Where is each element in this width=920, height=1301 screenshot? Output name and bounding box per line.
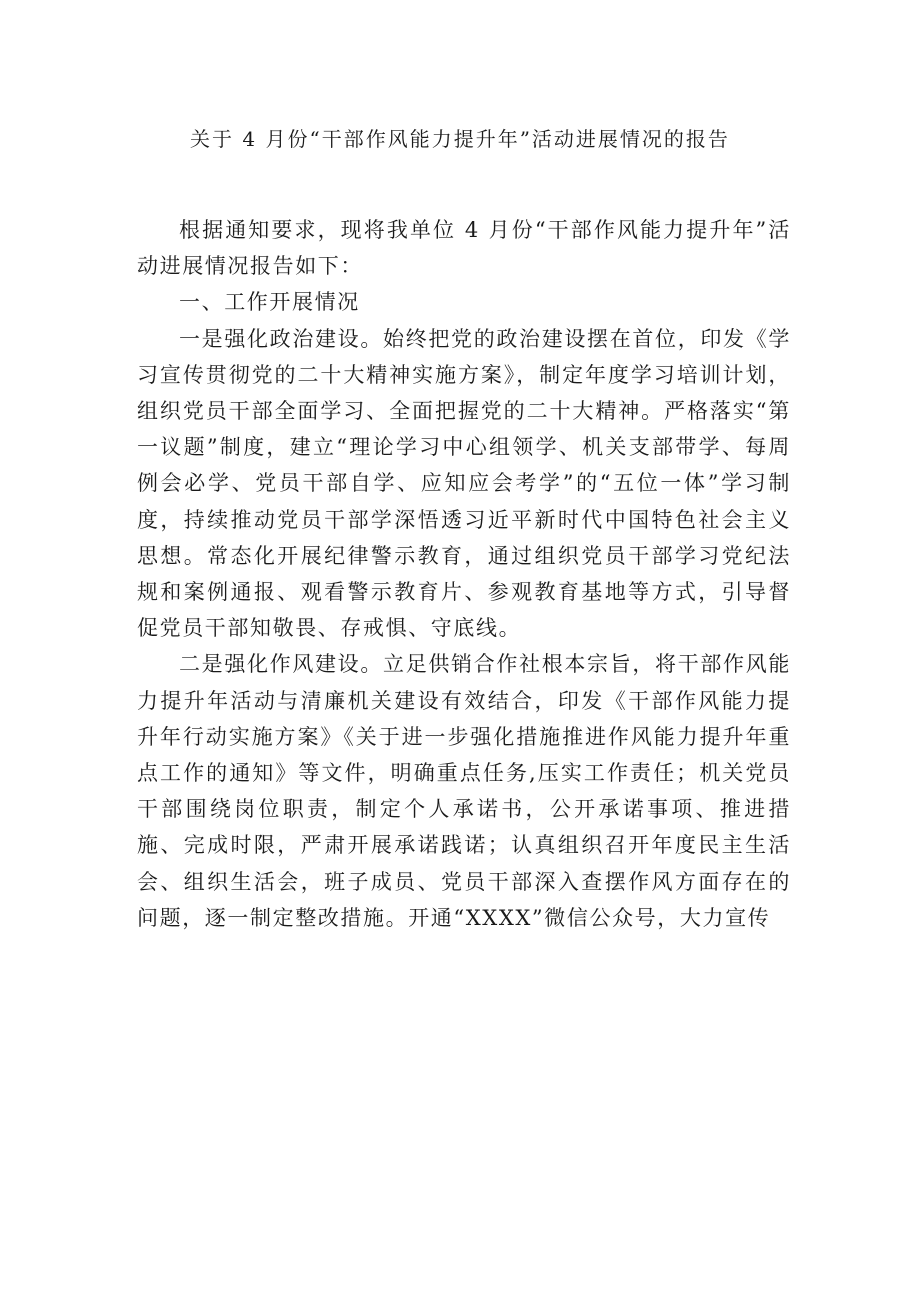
intro-paragraph: 根据通知要求，现将我单位 4 月份“干部作风能力提升年”活动进展情况报告如下：: [137, 218, 791, 279]
paragraph-political-construction: 一是强化政治建设。始终把党的政治建设摆在首位，印发《学习宣传贯彻党的二十大精神实施方案》，制定年度学习培训计划，组织党员干部全面学习、全面把握党的二十大精神。严格落实“第一议题”制度，建立“理论学习中心组领学、机关支部带学、每周例会必学、党员干部自学、应知应会考学”的“五位一体”学习制度，持续推动党员干部学深悟透习近平新时代中国特色社会主义思想。常态化开展纪律警示教育，通过组织党员干部学习党纪法规和案例通报、观看警示教育片、参观教育基地等方式，引导督促党员干部知敬畏、存戒惧、守底线。: [137, 326, 791, 641]
section-heading: 一、工作开展情况: [179, 290, 360, 315]
document-body: [137, 212, 791, 936]
document-title: 关于 4 月份“干部作风能力提升年”活动进展情况的报告: [190, 127, 730, 151]
paragraph-style-construction: 二是强化作风建设。立足供销合作社根本宗旨，将干部作风能力提升年活动与清廉机关建设有效结合，印发《干部作风能力提升年行动实施方案》《关于进一步强化措施推进作风能力提升年重点工作的通知》等文件，明确重点任务,压实工作责任；机关党员干部围绕岗位职责，制定个人承诺书，公开承诺事项、推进措施、完成时限，严肃开展承诺践诺；认真组织召开年度民主生活会、组织生活会，班子成员、党员干部深入查摆作风方面存在的问题，逐一制定整改措施。开通“XXXX”微信公众号，大力宣传: [137, 652, 791, 930]
